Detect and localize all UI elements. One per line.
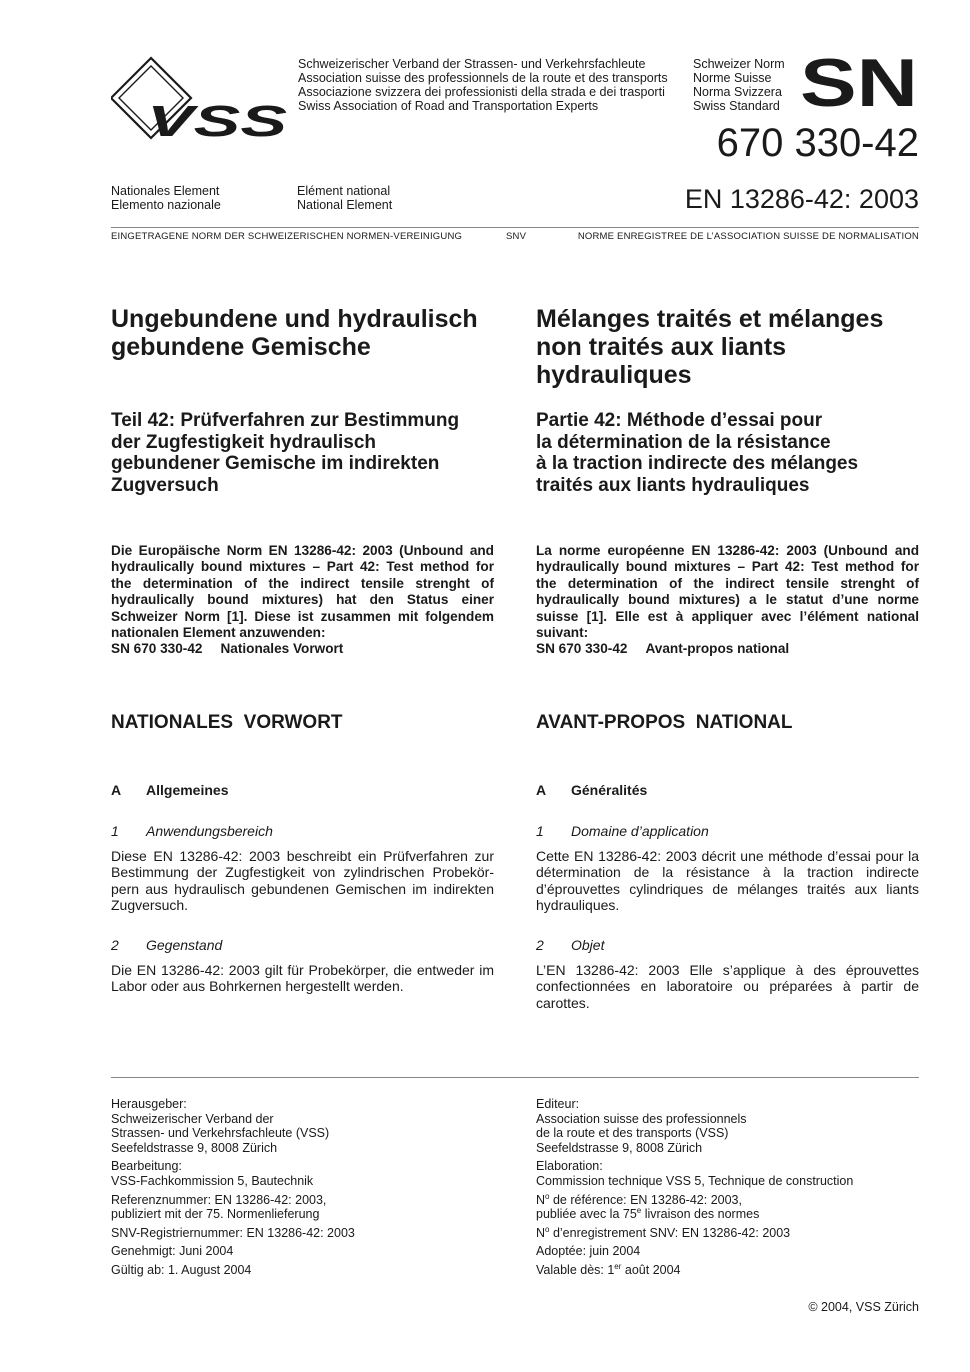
fr-s1-text: Cette EN 13286-42: 2003 décrit une méthode d’essai pour la détermination de la résistance à la traction indirecte d’éprouvettes cylindriques de mélanges traités aux liants hydrauliques. bbox=[536, 848, 919, 914]
de-title: Ungebundene und hydraulisch gebundene Gemische bbox=[111, 305, 478, 361]
fr-title: Mélanges traités et mélanges non traités aux liants hydrauliques bbox=[536, 305, 884, 389]
fr-subtitle: Partie 42: Méthode d’essai pour la détermination de la résistance à la traction indirecte des mélanges traités aux liants hydrauliques bbox=[536, 410, 859, 496]
registry-right: NORME ENREGISTREE DE L’ASSOCIATION SUISSE DE NORMALISATION bbox=[577, 231, 919, 242]
svg-text:VSS: VSS bbox=[147, 97, 287, 140]
fr-s2-text: L’EN 13286-42: 2003 Elle s’applique à des éprouvettes confectionnées en laboratoire ou préparées à partir de carottes. bbox=[536, 962, 919, 1011]
association-names: Schweizerischer Verband der Strassen- und Verkehrsfachleute Association suisse des professionnels de la route et des transports Associazione svizzera dei professionisti della strada e dei trasporti Swiss Association of Road and Transportation Experts bbox=[298, 57, 668, 113]
fr-section-a: A Généralités bbox=[536, 782, 648, 798]
footer-divider bbox=[111, 1077, 919, 1078]
vss-logo-icon bbox=[111, 56, 291, 140]
fr-intro: La norme européenne EN 13286-42: 2003 (Unbound and hydraulically bound mixtures – Part 42: Test method for the determination of the indirect tensile strenght of hydraulically bound mixtures) a le statut d’une norme suisse [1]. Elle est à appliquer avec l’élément national suivant: SN 670 330-42 Avant-propos national bbox=[536, 543, 919, 657]
copyright: © 2004, VSS Zürich bbox=[808, 1300, 919, 1314]
de-intro-ref: SN 670 330-42 bbox=[111, 641, 203, 657]
registry-mid: SNV bbox=[506, 231, 527, 242]
fr-intro-ref: SN 670 330-42 bbox=[536, 641, 628, 657]
de-s2-heading: 2 Gegenstand bbox=[111, 937, 223, 953]
de-section-a: A Allgemeines bbox=[111, 782, 229, 798]
de-subtitle: Teil 42: Prüfverfahren zur Bestimmung der Zugfestigkeit hydraulisch gebundener Gemische im indirekten Zugversuch bbox=[111, 410, 460, 496]
registry-left: EINGETRAGENE NORM DER SCHWEIZERISCHEN NORMEN-VEREINIGUNG bbox=[111, 231, 463, 242]
norm-labels: Schweizer Norm Norme Suisse Norma Svizzera Swiss Standard bbox=[693, 57, 785, 113]
sn-logo bbox=[800, 52, 920, 112]
de-s1-text: Diese EN 13286-42: 2003 beschreibt ein Prüfverfahren zur Bestimmung der Zugfestigkeit von zylindrischen Probekörpern aus hydraulisch gebundenen Gemischen im indirekten Zugversuch. bbox=[111, 848, 494, 914]
vss-logo bbox=[111, 56, 291, 140]
header-divider bbox=[111, 227, 919, 228]
de-s2-text: Die EN 13286-42: 2003 gilt für Probekörper, die entweder im Labor oder aus Bohrkernen hergestellt werden. bbox=[111, 962, 494, 995]
fr-intro-ref-label: Avant-propos national bbox=[645, 641, 790, 657]
fr-s1-heading: 1 Domaine d’application bbox=[536, 823, 709, 839]
fr-s2-heading: 2 Objet bbox=[536, 937, 605, 953]
element-labels-right: Elément national National Element bbox=[297, 184, 393, 212]
en-number: EN 13286-42: 2003 bbox=[684, 184, 919, 214]
svg-text:SN: SN bbox=[800, 52, 918, 112]
de-foreword-heading: NATIONALES VORWORT bbox=[111, 712, 343, 733]
fr-foreword-heading: AVANT-PROPOS NATIONAL bbox=[536, 712, 793, 733]
element-labels-left: Nationales Element Elemento nazionale bbox=[111, 184, 221, 212]
de-intro-ref-label: Nationales Vorwort bbox=[220, 641, 344, 657]
norm-number: 670 330-42 bbox=[716, 121, 919, 165]
de-footer: Herausgeber: Schweizerischer Verband der Strassen- und Verkehrsfachleute (VSS) Seefeldstrasse 9, 8008 Zürich Bearbeitung: VSS-Fachkommission 5, Bautechnik Referenznummer: EN 13286-42: 2003, publiziert mit der 75. Normenlieferung SNV-Registriernummer: EN 13286-42: 2003 Genehmigt: Juni 2004 Gültig ab: 1. August 2004 bbox=[111, 1097, 355, 1277]
fr-footer: Editeur: Association suisse des professionnels de la route et des transports (VSS) Seefeldstrasse 9, 8008 Zürich Elaboration: Commission technique VSS 5, Technique de construction $N^o$ de référence: EN 13286-42: 2003, publiée avec la 75e livraison des normes $N^o$ d’enregistrement SNV: EN 13286-42: 2003 Adoptée: juin 2004 Valable dès: 1er août 2004 bbox=[536, 1097, 854, 1277]
de-intro: Die Europäische Norm EN 13286-42: 2003 (Unbound and hydraulically bound mixtures – Part 42: Test method for the determination of the indirect tensile strenght of hydraulically bound mixtures) hat den Status einer Schweizer Norm [1]. Diese ist zusammen mit folgendem nationalen Element anzuwenden: SN 670 330-42 Nationales Vorwort bbox=[111, 543, 494, 657]
de-s1-heading: 1 Anwendungsbereich bbox=[111, 823, 273, 839]
